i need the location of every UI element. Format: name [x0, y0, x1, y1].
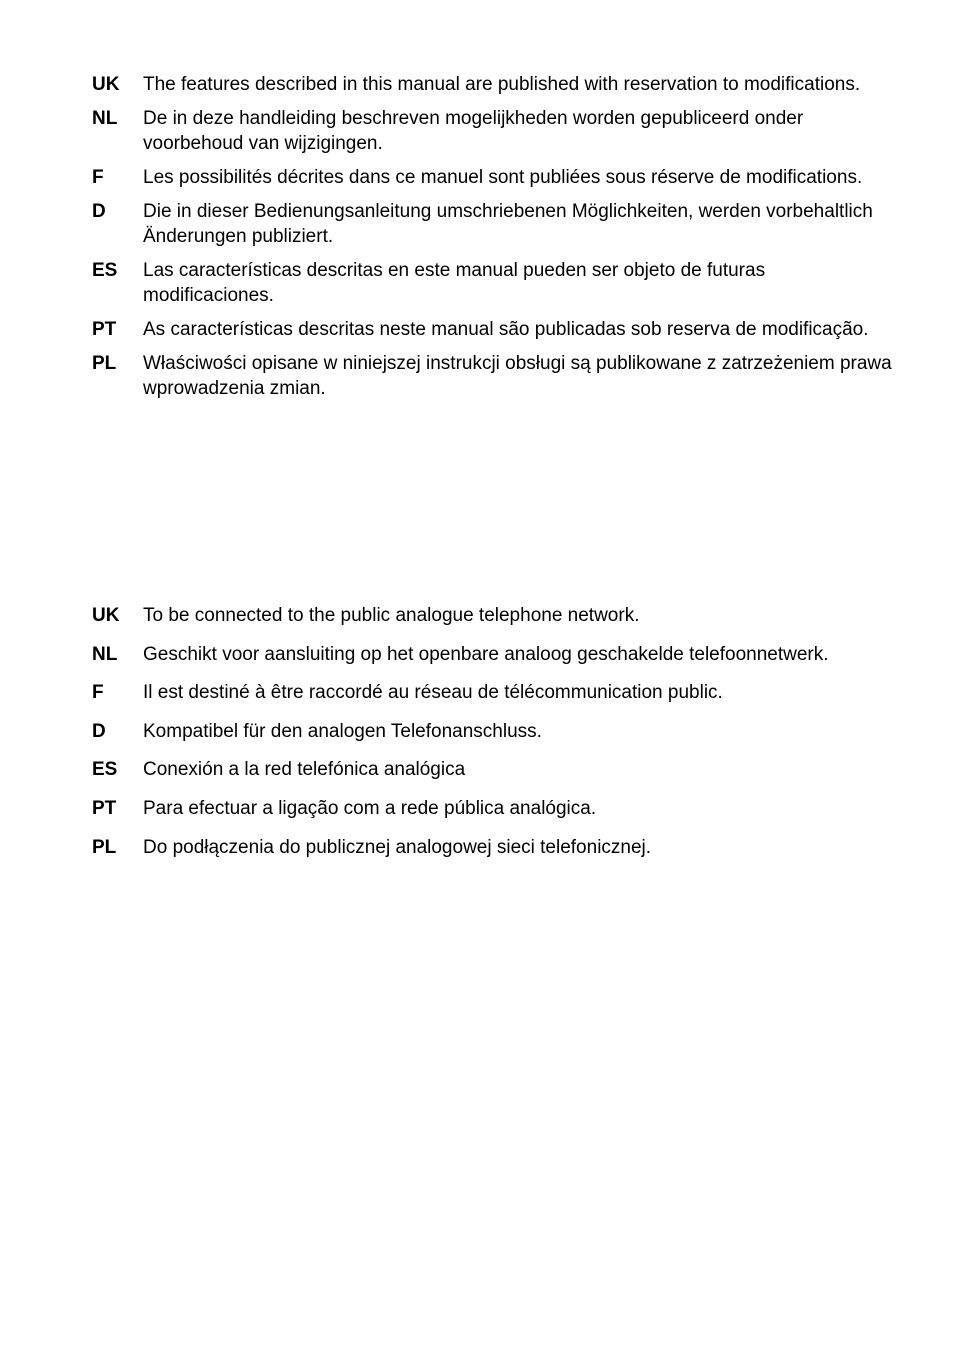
connection-text: Il est destiné à être raccordé au réseau de télécommunication public.	[143, 682, 723, 704]
connection-row-nl	[92, 642, 892, 667]
notice-row-nl	[92, 106, 892, 156]
language-code: F	[92, 682, 104, 704]
notice-row-pt	[92, 317, 892, 342]
connection-text: To be connected to the public analogue telephone network.	[143, 605, 640, 626]
language-code: ES	[92, 759, 118, 781]
language-code: PT	[92, 797, 117, 819]
connection-row-pl	[92, 835, 892, 860]
connection-text: Conexión a la red telefónica analógica	[143, 759, 466, 781]
language-code: ES	[92, 260, 118, 281]
notice-row-f	[92, 165, 892, 190]
reservation-notice-section	[92, 72, 892, 410]
connection-row-pt	[92, 796, 892, 821]
notice-text: The features described in this manual are published with reservation to modifications.	[143, 74, 861, 95]
notice-row-uk	[92, 72, 892, 97]
connection-notice-section	[92, 603, 892, 873]
connection-text: Kompatibel für den analogen Telefonanschluss.	[143, 720, 542, 742]
language-code: PL	[92, 836, 117, 858]
connection-text: Para efectuar a ligação com a rede pública analógica.	[143, 797, 597, 819]
connection-row-f	[92, 680, 892, 705]
connection-row-uk	[92, 603, 892, 628]
connection-text: Do podłączenia do publicznej analogowej sieci telefonicznej.	[143, 836, 652, 858]
notice-text: De in deze handleiding beschreven mogelijkheden worden gepubliceerd onder voorbehoud van wijzigingen.	[143, 108, 804, 154]
notice-text: Właściwości opisane w niniejszej instrukcji obsługi są publikowane z zatrzeżeniem prawa wprowadzenia zmian.	[143, 353, 892, 399]
notice-row-pl	[92, 351, 892, 401]
language-code: F	[92, 167, 104, 188]
language-code: UK	[92, 74, 120, 95]
language-code: NL	[92, 108, 118, 129]
notice-text: Die in dieser Bedienungsanleitung umschriebenen Möglichkeiten, werden vorbehaltlich Änderungen publiziert.	[143, 201, 873, 247]
language-code: D	[92, 720, 106, 742]
notice-text: As características descritas neste manual são publicadas sob reserva de modificação.	[143, 319, 869, 340]
notice-row-d	[92, 199, 892, 249]
connection-row-es	[92, 757, 892, 782]
language-code: D	[92, 201, 106, 222]
notice-row-es	[92, 258, 892, 308]
connection-text: Geschikt voor aansluiting op het openbare analoog geschakelde telefoonnetwerk.	[143, 643, 829, 665]
connection-row-d	[92, 719, 892, 744]
language-code: PT	[92, 319, 117, 340]
notice-text: Les possibilités décrites dans ce manuel sont publiées sous réserve de modifications.	[143, 167, 863, 188]
language-code: PL	[92, 353, 117, 374]
language-code: NL	[92, 643, 118, 665]
language-code: UK	[92, 605, 120, 626]
notice-text: Las características descritas en este manual pueden ser objeto de futuras modificaciones.	[143, 260, 766, 306]
